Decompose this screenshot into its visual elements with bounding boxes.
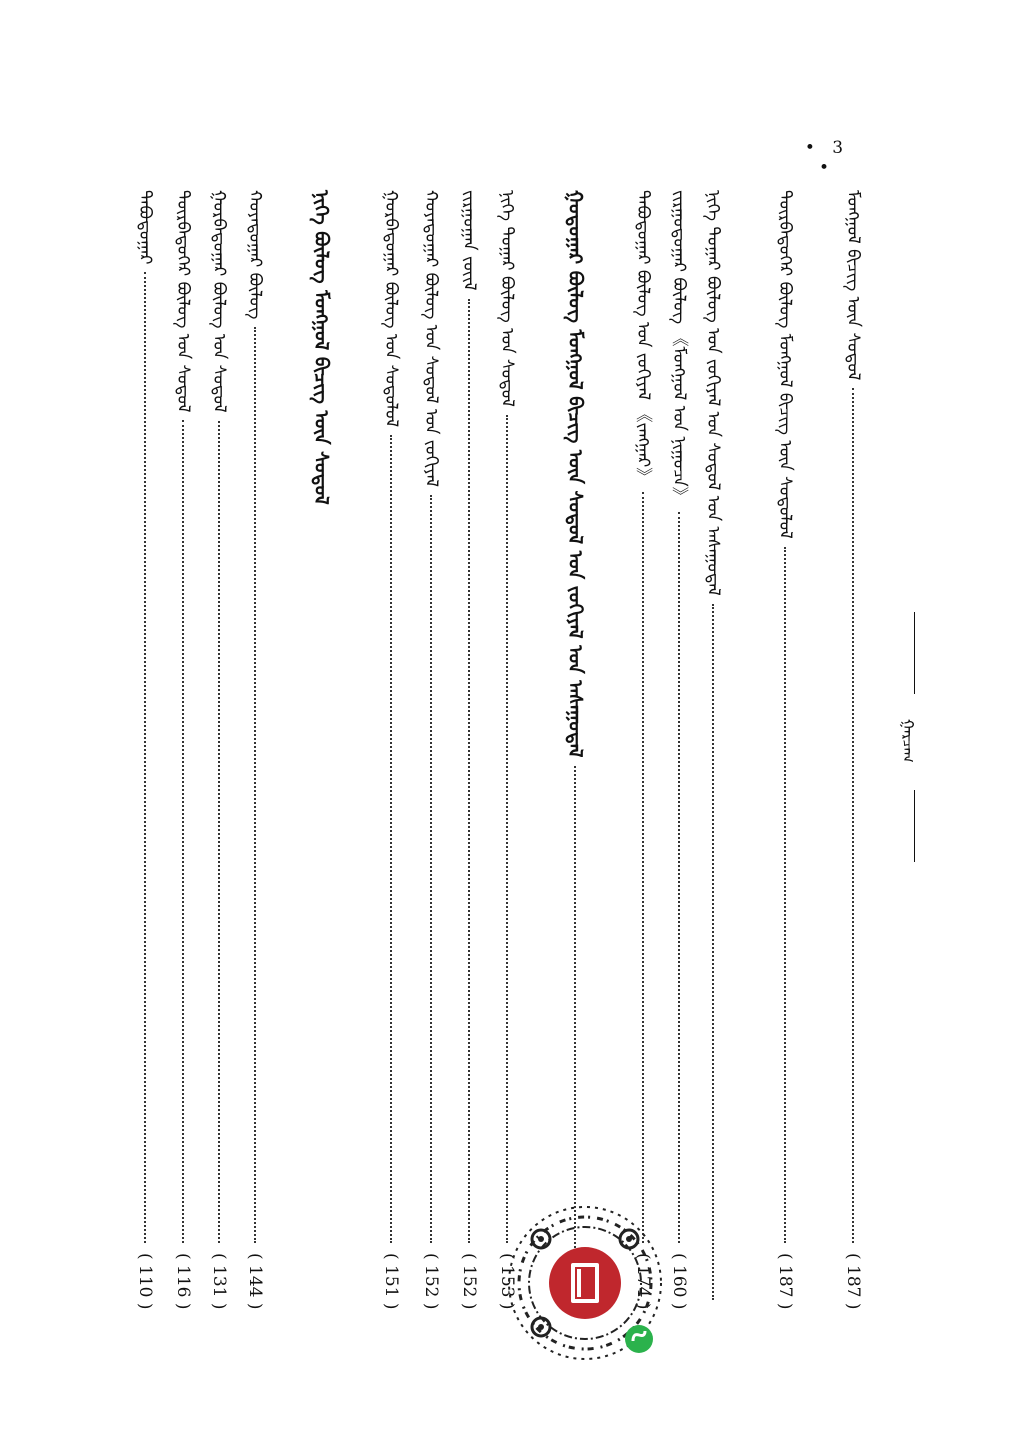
toc-entry[interactable] [416, 190, 446, 1310]
toc-entry[interactable] [628, 190, 658, 1310]
toc-entry-label: ᠨᠢᠭᠡ ᠪᠦᠯᠦᠭ ᠮᠣᠩᠭᠣᠯ ᠪᠢᠴᠢᠭ᠌ ᠦᠨ ᠰᠤᠳᠤᠯ [310, 190, 332, 505]
toc-page-number: ( 187 ) [843, 1253, 863, 1310]
toc-page-number: ( 110 ) [135, 1253, 155, 1310]
dot-leader [218, 421, 220, 1244]
toc-page-number: ( 153 ) [497, 1253, 517, 1310]
toc-entry-label: ᠳᠥᠷᠪᠡᠳᠦᠭᠡᠷ ᠪᠦᠯᠦᠭ ᠤᠨ ᠰᠤᠳᠤᠯ [173, 190, 193, 413]
toc-page-number: ( 131 ) [209, 1253, 229, 1310]
toc-entry-label: ᠭᠤᠳᠤᠭᠠᠷ ᠪᠦᠯᠦᠭ ᠮᠣᠩᠭᠣᠯ ᠪᠢᠴᠢᠭ᠌ ᠦᠨ ᠰᠤᠳᠤᠯ ᠤᠨ ᠵᠣᠬᠢᠶᠠᠯ ᠤᠨ ᠠᠰᠠᠭᠤᠳᠠᠯ [564, 190, 586, 758]
dot-leader [182, 420, 184, 1243]
header-rule-top [914, 612, 915, 694]
dot-leader [784, 547, 786, 1244]
toc-entry-label: ᠲᠠᠪᠤᠳᠤᠭᠠᠷ [135, 190, 155, 265]
toc-entry[interactable] [838, 190, 868, 1310]
toc-page-number: ( 160 ) [669, 1253, 689, 1310]
toc-entry-label: ᠭᠤᠷᠪᠠᠳᠤᠭᠠᠷ ᠪᠦᠯᠦᠭ ᠤᠨ ᠰᠤᠳᠤᠯᠤᠯ [381, 190, 401, 428]
toc-entry-label: ᠨᠢᠭᠡ ᠳᠤᠭᠠᠷ ᠪᠦᠯᠦᠭ ᠤᠨ ᠰᠤᠳᠤᠯ [497, 190, 517, 407]
toc-entry-label: ᠬᠣᠶᠠᠳᠤᠭᠠᠷ ᠪᠦᠯᠦᠭ ᠤᠨ ᠰᠤᠳᠤᠯ ᠤᠨ ᠵᠣᠬᠢᠶᠠᠯ [421, 190, 441, 488]
toc-entry-label: ᠵᠢᠷᠭᠤᠳᠤᠭᠠᠷ ᠪᠦᠯᠦᠭ 《ᠮᠣᠩᠭᠣᠯ ᠤᠨ ᠨᠢᠭᠤᠴᠠ》 [669, 190, 689, 504]
toc-entry-label: ᠲᠠᠪᠤᠳᠤᠭᠠᠷ ᠪᠦᠯᠦᠭ ᠤᠨ ᠵᠣᠬᠢᠶᠠᠯ 《ᠵᠠᠩᠭᠠᠷ》 [633, 190, 653, 485]
toc-heading[interactable] [560, 190, 590, 1310]
toc-entry[interactable] [492, 190, 522, 1310]
toc-entry[interactable] [664, 190, 694, 1310]
dot-leader [390, 435, 392, 1243]
dot-leader [254, 327, 256, 1243]
dot-leader [506, 415, 508, 1244]
qr-code-icon[interactable] [505, 1203, 665, 1385]
running-title: ᠭᠠᠷᠴᠠᠭ [899, 719, 917, 763]
toc-entry[interactable] [376, 190, 406, 1310]
header-rule-bottom [914, 790, 915, 862]
dot-leader [642, 492, 644, 1243]
toc-page-number: ( 151 ) [381, 1253, 401, 1310]
toc-page-number: ( 152 ) [421, 1253, 441, 1310]
dot-leader [852, 388, 854, 1243]
toc-page-number: ( 187 ) [775, 1253, 795, 1310]
toc-page-number: ( 174 ) [633, 1253, 653, 1310]
dot-leader [144, 272, 146, 1243]
toc-entry-label: ᠵᠢᠷᠭᠤᠭᠠᠨ ᠵᠦᠢᠯ [459, 190, 479, 291]
page-number: • 3 • [804, 138, 850, 178]
toc-entry-label: ᠮᠣᠩᠭᠣᠯ ᠪᠢᠴᠢᠭ᠌ ᠦᠨ ᠰᠤᠳᠤᠯ [843, 190, 863, 381]
dot-leader [712, 604, 714, 1300]
toc-entry[interactable] [240, 190, 270, 1310]
toc-heading[interactable] [306, 190, 336, 1310]
toc-page-number: ( 116 ) [173, 1253, 193, 1310]
toc-page-number: ( 152 ) [459, 1253, 479, 1310]
mini-program-icon [625, 1325, 653, 1353]
toc-entry-label: ᠭᠤᠷᠪᠠᠳᠤᠭᠠᠷ ᠪᠦᠯᠦᠭ ᠤᠨ ᠰᠤᠳᠤᠯ [209, 190, 229, 413]
toc-entry[interactable] [204, 190, 234, 1310]
toc-entry[interactable] [770, 190, 800, 1310]
toc-entry-label: ᠬᠣᠶᠠᠳᠤᠭᠠᠷ ᠪᠦᠯᠦᠭ [245, 190, 265, 320]
dot-leader [468, 299, 470, 1244]
toc-entry-label: ᠨᠢᠭᠡ ᠳᠤᠭᠠᠷ ᠪᠦᠯᠦᠭ ᠤᠨ ᠵᠣᠬᠢᠶᠠᠯ ᠤᠨ ᠰᠤᠳᠤᠯ ᠤᠨ ᠠᠰᠠᠭᠤᠳᠠᠯ [703, 190, 723, 596]
toc-entry-label: ᠳᠥᠷᠪᠡᠳᠦᠭᠡᠷ ᠪᠦᠯᠦᠭ ᠮᠣᠩᠭᠣᠯ ᠪᠢᠴᠢᠭ᠌ ᠦᠨ ᠰᠤᠳᠤᠯᠤᠯ [775, 190, 795, 539]
toc-page-number: ( 144 ) [245, 1253, 265, 1310]
dot-leader [430, 495, 432, 1243]
toc-entry[interactable] [698, 190, 728, 1310]
dot-leader [678, 512, 680, 1244]
toc-entry[interactable] [168, 190, 198, 1310]
toc-entry[interactable] [130, 190, 160, 1310]
toc-entry[interactable] [454, 190, 484, 1310]
